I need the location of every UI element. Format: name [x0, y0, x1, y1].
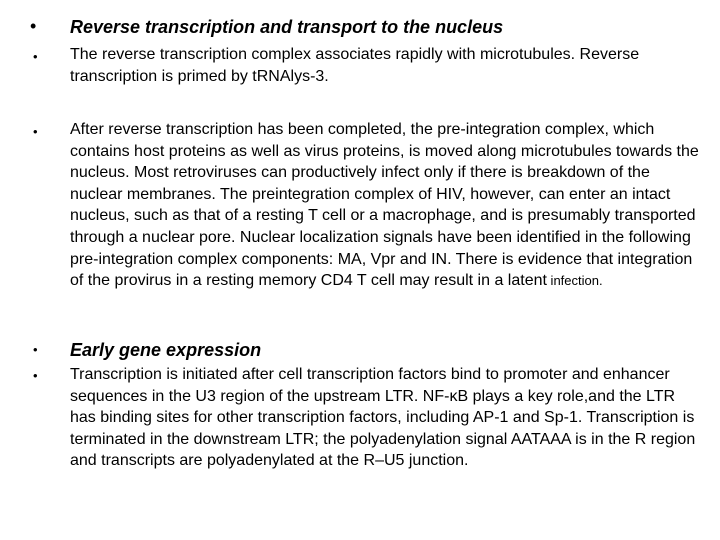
bullet-marker: •	[33, 342, 38, 357]
section-heading: Reverse transcription and transport to the nucleus	[70, 17, 504, 37]
bullet-marker: •	[33, 49, 38, 64]
bullet-marker: •	[33, 368, 38, 383]
paragraph-text: Transcription is initiated after cell transcription factors bind to promoter and enhancer sequences in the U3 region of the upstream LTR. NF-κB plays a key role,and the LTR has binding sites for other transcription factors, including AP-1 and Sp-1. Transcription is terminated in the downstream LTR; the polyadenylation signal AATAAA is in the R region and transcripts are polyadenylated at the R–U5 junction.	[70, 366, 696, 470]
bullet-marker: •	[33, 124, 38, 139]
section-heading: Early gene expression	[70, 340, 262, 360]
paragraph-main: After reverse transcription has been completed, the pre-integration complex, which contains host proteins as well as virus proteins, is moved along microtubules towards the nucleus. Most retroviruses can productively infect only if there is breakdown of the nuclear membranes. The preintegration complex of HIV, however, can enter an intact nucleus, such as that of a resting T cell or a macrophage, and is presumably transported through a nuclear pore. Nuclear localization signals have been identified in the following pre-integration complex components: MA, Vpr and IN. There is evidence that integration of the provirus in a resting memory CD4 T cell may result in a latent	[70, 121, 699, 290]
paragraph-text	[70, 119, 702, 292]
bullet-marker: •	[30, 16, 37, 36]
paragraph-text: The reverse transcription complex associates rapidly with microtubules. Reverse transcription is primed by tRNAlys-3.	[70, 46, 640, 85]
paragraph-tail: infection.	[546, 273, 603, 289]
